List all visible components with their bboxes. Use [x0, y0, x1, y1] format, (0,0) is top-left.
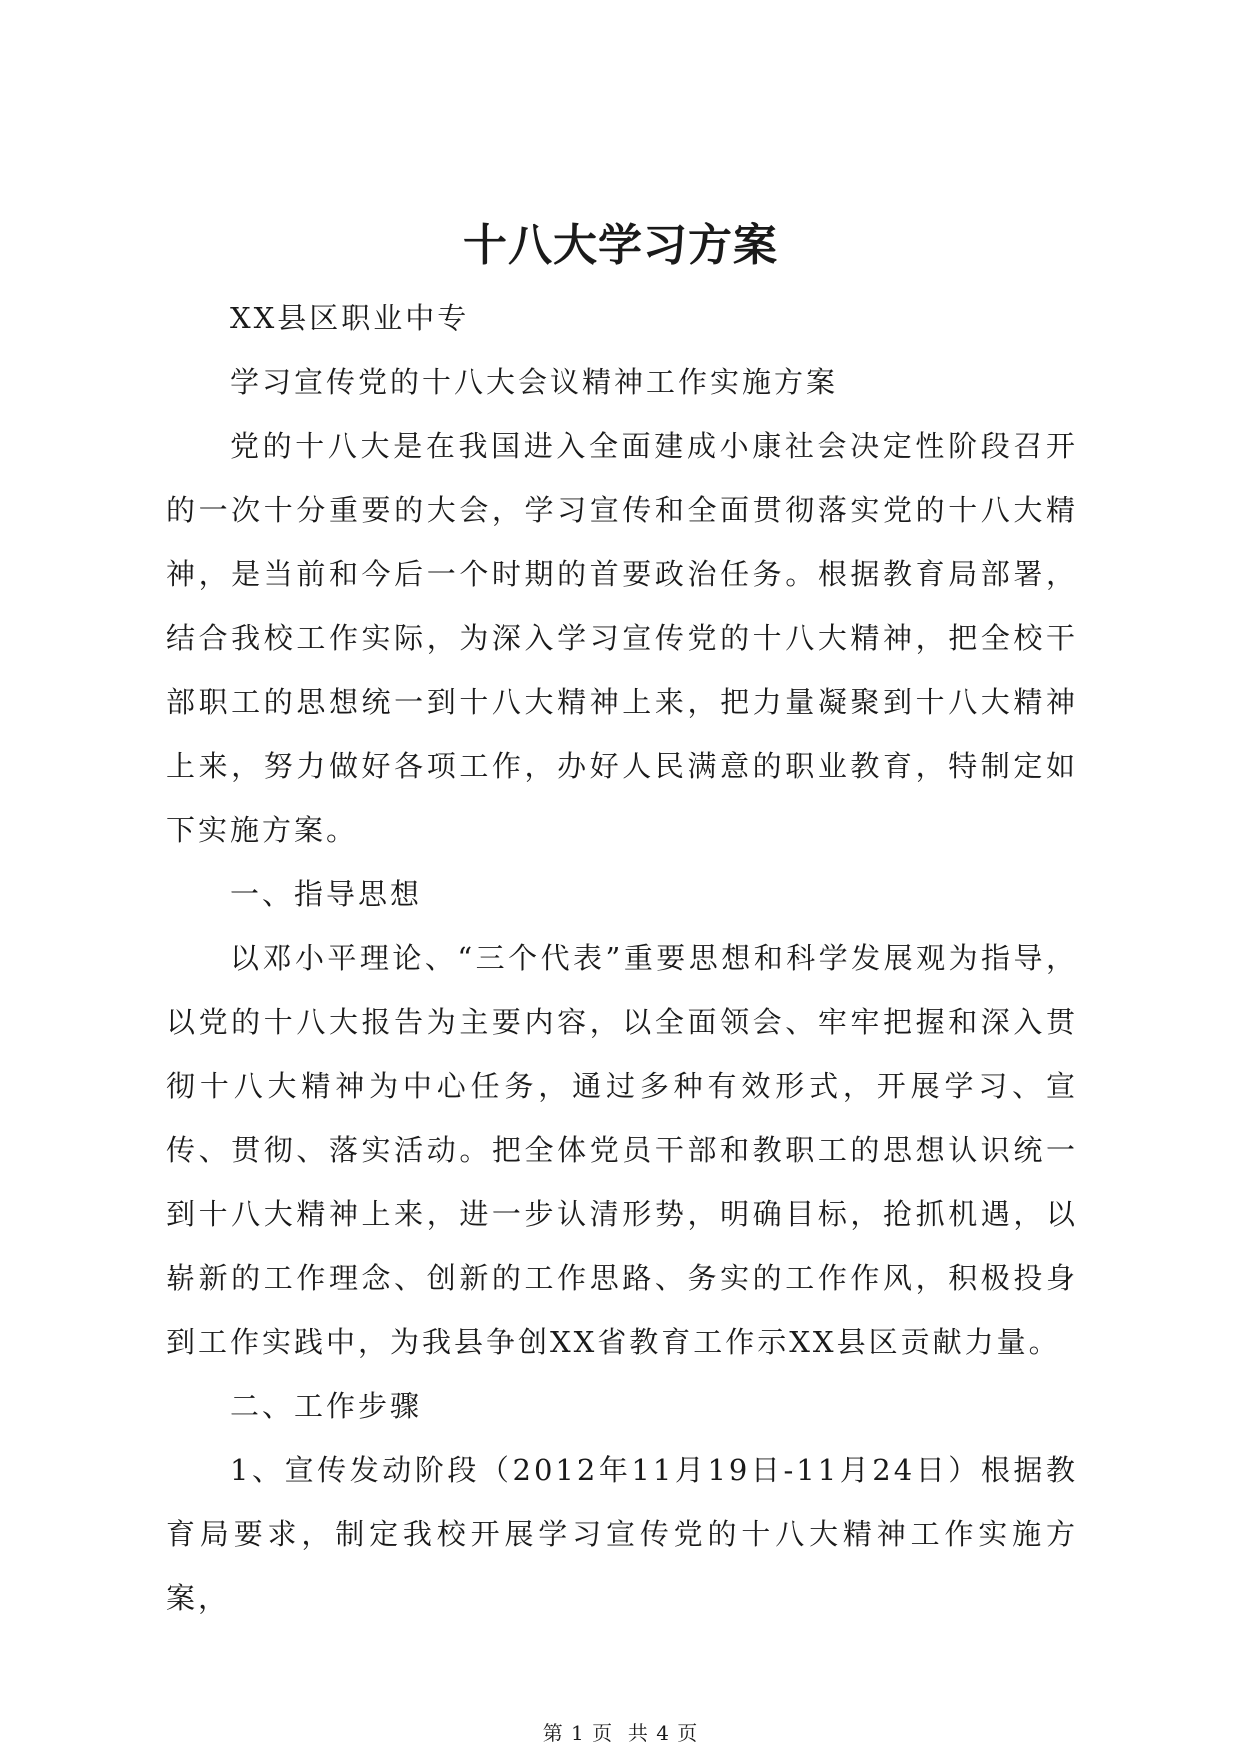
section-heading-work-steps: 二、工作步骤 — [230, 1389, 423, 1423]
document-body — [166, 286, 1078, 1630]
page-title: 十八大学习方案 — [463, 220, 778, 271]
page-footer: 第 1 页 共 4 页 — [542, 1721, 699, 1745]
section-heading-guiding-ideology: 一、指导思想 — [230, 877, 423, 911]
plan-subtitle: 学习宣传党的十八大会议精神工作实施方案 — [230, 365, 839, 399]
intro-paragraph: 党的十八大是在我国进入全面建成小康社会决定性阶段召开的一次十分重要的大会，学习宣传和全面贯彻落实党的十八大精神，是当前和今后一个时期的首要政治任务。根据教育局部署，结合我校工作实际，为深入学习宣传党的十八大精神，把全校干部职工的思想统一到十八大精神上来，把力量凝聚到十八大精神上来，努力做好各项工作，办好人民满意的职业教育，特制定如下实施方案。 — [166, 429, 1078, 847]
school-name: XX县区职业中专 — [230, 301, 470, 335]
guiding-ideology-paragraph: 以邓小平理论、“三个代表”重要思想和科学发展观为指导，以党的十八大报告为主要内容，以全面领会、牢牢把握和深入贯彻十八大精神为中心任务，通过多种有效形式，开展学习、宣传、贯彻、落实活动。把全体党员干部和教职工的思想认识统一到十八大精神上来，进一步认清形势，明确目标，抢抓机遇，以崭新的工作理念、创新的工作思路、务实的工作作风，积极投身到工作实践中，为我县争创XX省教育工作示XX县区贡献力量。 — [166, 941, 1078, 1359]
work-step-1-paragraph: 1、宣传发动阶段（2012年11月19日-11月24日）根据教育局要求，制定我校开展学习宣传党的十八大精神工作实施方案， — [166, 1453, 1078, 1615]
